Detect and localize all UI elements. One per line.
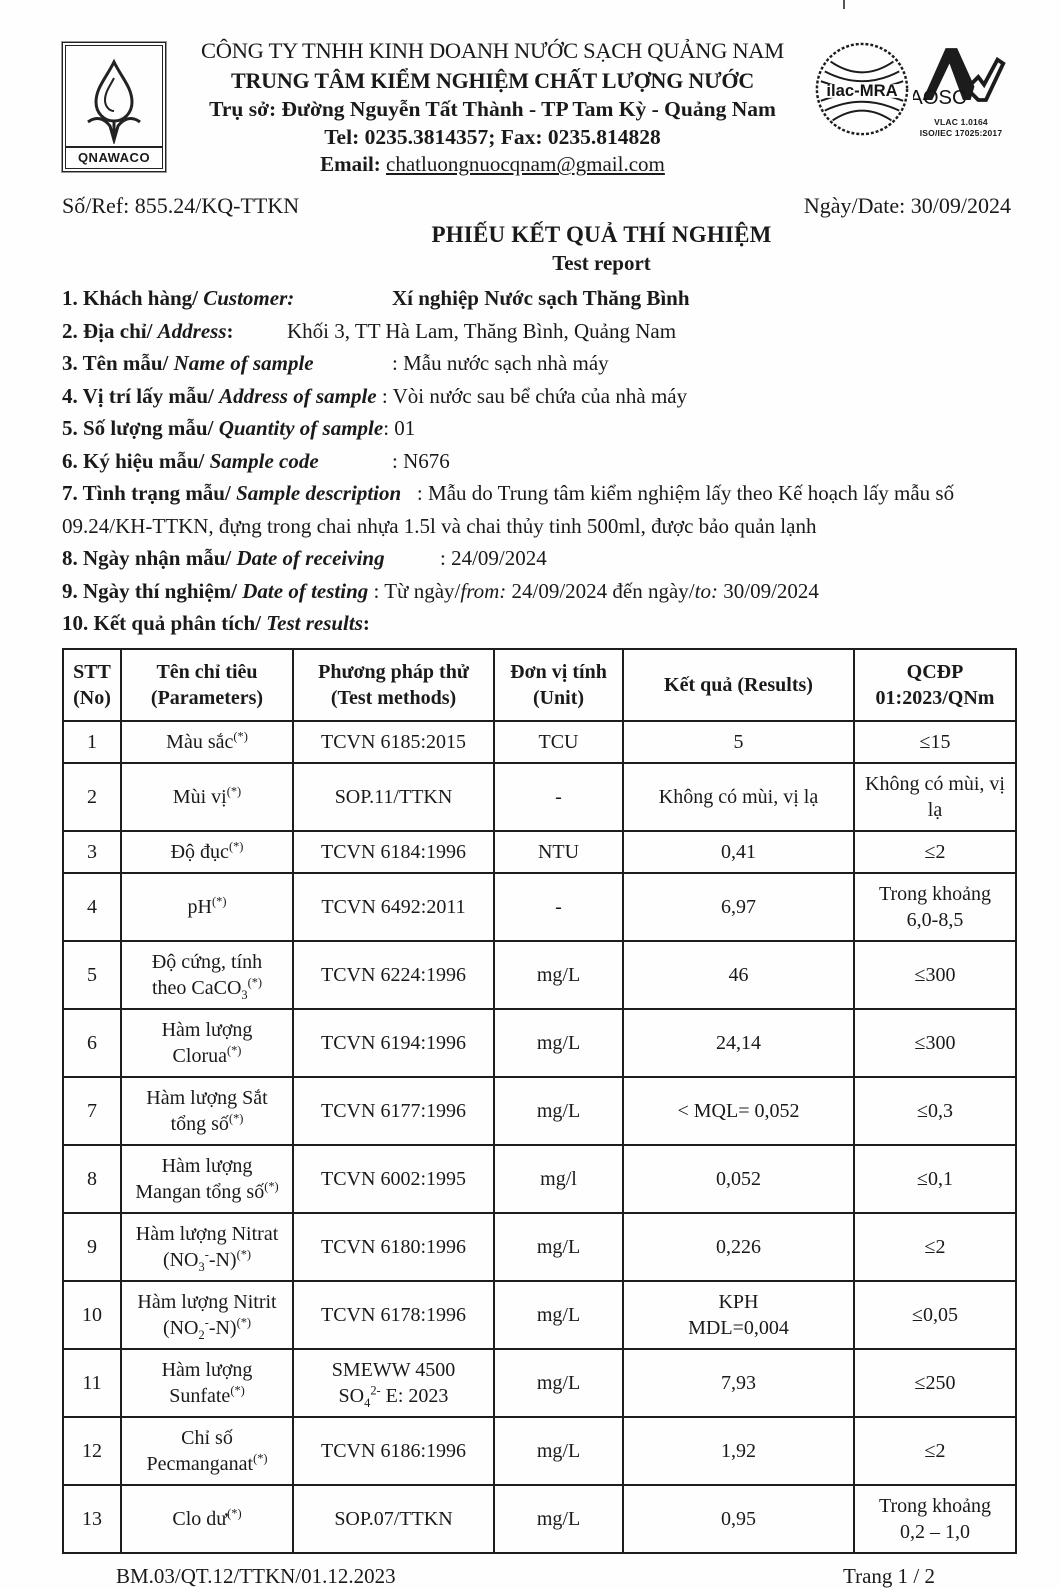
info-date-receiving: 8. Ngày nhận mẫu/ Date of receiving : 24/09/2024 xyxy=(62,546,547,571)
customer-label-en: Customer: xyxy=(203,286,295,311)
address-label-vi: 2. Địa chỉ/ xyxy=(62,318,158,343)
cell-no: 13 xyxy=(63,1485,121,1553)
test-results-label-vi: 10. Kết quả phân tích/ xyxy=(62,611,267,636)
sample-name-label-en: Name of sample xyxy=(173,351,314,376)
cell-parameter: Màu sắc(*) xyxy=(121,721,293,763)
cell-method: TCVN 6194:1996 xyxy=(293,1009,494,1077)
info-sample-code: 6. Ký hiệu mẫu/ Sample code : N676 xyxy=(62,448,450,473)
accreditation-logos xyxy=(813,34,1011,147)
report-title-vi: PHIẾU KẾT QUẢ THÍ NGHIỆM xyxy=(431,222,772,248)
ilac-mra-icon xyxy=(813,40,911,142)
sample-code-value: N676 xyxy=(403,448,450,473)
cell-result: 7,93 xyxy=(623,1349,854,1417)
cell-unit: mg/L xyxy=(494,1281,623,1349)
cell-limit: Trong khoảng 6,0-8,5 xyxy=(854,873,1016,941)
cell-limit: ≤300 xyxy=(854,941,1016,1009)
table-row xyxy=(63,721,1016,763)
table-row xyxy=(63,763,1016,831)
cell-result: 0,226 xyxy=(623,1213,854,1281)
cell-result: < MQL= 0,052 xyxy=(623,1077,854,1145)
cell-no: 2 xyxy=(63,763,121,831)
results-table xyxy=(62,648,1017,1554)
cell-limit: ≤300 xyxy=(854,1009,1016,1077)
iso-standard: ISO/IEC 17025:2017 xyxy=(919,127,1003,138)
info-address xyxy=(62,315,1011,348)
qnawaco-logo-caption: QNAWACO xyxy=(66,146,162,168)
header-cell-method: Phương pháp thử (Test methods) xyxy=(293,649,494,721)
table-row xyxy=(63,1417,1016,1485)
aosc-icon xyxy=(913,40,1009,112)
cell-limit: Trong khoảng 0,2 – 1,0 xyxy=(854,1485,1016,1553)
cell-limit: ≤2 xyxy=(854,831,1016,873)
results-table-body xyxy=(63,721,1016,1553)
company-header-block xyxy=(166,34,813,179)
sample-name-value: Mẫu nước sạch nhà máy xyxy=(403,351,609,376)
center-name: TRUNG TÂM KIỂM NGHIỆM CHẤT LƯỢNG NƯỚC xyxy=(230,67,755,93)
cell-method: TCVN 6224:1996 xyxy=(293,941,494,1009)
info-test-results-heading xyxy=(62,607,1011,640)
results-table-header-row xyxy=(63,649,1016,721)
page-footer xyxy=(62,1564,1011,1589)
cell-parameter: Chỉ số Pecmanganat(*) xyxy=(121,1417,293,1485)
cell-parameter: Độ cứng, tính theo CaCO$_3$(*) xyxy=(121,941,293,1009)
page-number: Trang 1 / 2 xyxy=(843,1563,935,1588)
cell-no: 4 xyxy=(63,873,121,941)
test-results-label-en: Test results xyxy=(266,611,363,636)
address-label-en: Address xyxy=(157,318,227,343)
sample-code-label-vi: 6. Ký hiệu mẫu/ xyxy=(62,448,210,473)
date-testing-label-vi: 9. Ngày thí nghiệm/ xyxy=(62,578,243,603)
date-testing-label-en: Date of testing xyxy=(242,578,369,603)
cell-unit: mg/L xyxy=(494,1009,623,1077)
sample-quantity-label-vi: 5. Số lượng mẫu/ xyxy=(62,416,219,441)
cell-parameter: Mùi vị(*) xyxy=(121,763,293,831)
date-testing-value: Từ ngày/from: 24/09/2024 đến ngày/to: 30/09/2024 xyxy=(384,578,819,603)
info-date-testing: 9. Ngày thí nghiệm/ Date of testing : Từ ngày/from: 24/09/2024 đến ngày/to: 30/09/2024 xyxy=(62,578,819,603)
aosc-logo xyxy=(913,40,1009,138)
cell-parameter: pH(*) xyxy=(121,873,293,941)
table-row xyxy=(63,1009,1016,1077)
cell-parameter: Hàm lượng Mangan tổng số(*) xyxy=(121,1145,293,1213)
info-customer xyxy=(62,282,1011,315)
cell-result: KPH MDL=0,004 xyxy=(623,1281,854,1349)
table-row xyxy=(63,1485,1016,1553)
cell-result: 0,41 xyxy=(623,831,854,873)
tel-fax-line: Tel: 0235.3814357; Fax: 0235.814828 xyxy=(324,125,661,150)
cell-result: Không có mùi, vị lạ xyxy=(623,763,854,831)
customer-label-vi: 1. Khách hàng/ xyxy=(62,286,204,311)
email-label: Email: xyxy=(320,152,381,177)
cell-no: 10 xyxy=(63,1281,121,1349)
report-title-en: Test report xyxy=(552,250,651,275)
table-row xyxy=(63,1281,1016,1349)
cell-limit: ≤2 xyxy=(854,1417,1016,1485)
cell-parameter: Hàm lượng Clorua(*) xyxy=(121,1009,293,1077)
cell-method: SMEWW 4500 $SO_4^{2-}$ E: 2023 xyxy=(293,1349,494,1417)
cell-method: TCVN 6180:1996 xyxy=(293,1213,494,1281)
address-line: Trụ sở: Đường Nguyễn Tất Thành - TP Tam Kỳ - Quảng Nam xyxy=(209,96,776,121)
sample-location-label-en: Address of sample xyxy=(219,383,377,408)
sample-quantity-value: 01 xyxy=(394,416,416,441)
sample-location-value: Vòi nước sau bể chứa của nhà máy xyxy=(392,383,688,408)
cell-no: 11 xyxy=(63,1349,121,1417)
cell-unit: mg/L xyxy=(494,1485,623,1553)
header-cell-unit: Đơn vị tính (Unit) xyxy=(494,649,623,721)
cell-unit: mg/L xyxy=(494,1077,623,1145)
vlac-code: VLAC 1.0164 xyxy=(934,117,988,127)
ilac-mra-logo xyxy=(813,40,911,147)
cell-no: 1 xyxy=(63,721,121,763)
cell-no: 12 xyxy=(63,1417,121,1485)
header-cell-limit: QCĐP 01:2023/QNm xyxy=(854,649,1016,721)
cell-unit: NTU xyxy=(494,831,623,873)
table-row xyxy=(63,873,1016,941)
sample-code-label-en: Sample code xyxy=(209,448,319,473)
test-results-sep: : xyxy=(362,611,370,636)
date-receiving-label-vi: 8. Ngày nhận mẫu/ xyxy=(62,546,237,571)
email-line xyxy=(176,151,809,179)
company-name: CÔNG TY TNHH KINH DOANH NƯỚC SẠCH QUẢNG NAM xyxy=(201,38,784,63)
cell-unit: mg/L xyxy=(494,1349,623,1417)
cell-result: 0,052 xyxy=(623,1145,854,1213)
table-row xyxy=(63,1145,1016,1213)
cell-limit: ≤15 xyxy=(854,721,1016,763)
cell-result: 0,95 xyxy=(623,1485,854,1553)
ref-number: Số/Ref: 855.24/KQ-TTKN xyxy=(62,193,300,219)
water-drop-hands-icon xyxy=(78,56,150,144)
cell-limit: ≤0,05 xyxy=(854,1281,1016,1349)
cell-parameter: Hàm lượng Nitrit $(NO_2^--N)^{(*)}$ xyxy=(121,1281,293,1349)
cell-limit: ≤250 xyxy=(854,1349,1016,1417)
table-row xyxy=(63,1213,1016,1281)
table-row xyxy=(63,831,1016,873)
cell-result: 6,97 xyxy=(623,873,854,941)
cell-unit: mg/l xyxy=(494,1145,623,1213)
info-sample-name: 3. Tên mẫu/ Name of sample : Mẫu nước sạch nhà máy xyxy=(62,351,609,376)
sample-name-label-vi: 3. Tên mẫu/ xyxy=(62,351,174,376)
report-title-block xyxy=(192,221,1011,276)
table-row xyxy=(63,1077,1016,1145)
cell-unit: - xyxy=(494,873,623,941)
document-date: Ngày/Date: 30/09/2024 xyxy=(803,193,1011,219)
cell-no: 8 xyxy=(63,1145,121,1213)
sample-description-label-en: Sample description xyxy=(236,481,402,506)
cell-parameter: Hàm lượng Sắt tổng số(*) xyxy=(121,1077,293,1145)
cell-limit: ≤0,1 xyxy=(854,1145,1016,1213)
cell-method: TCVN 6186:1996 xyxy=(293,1417,494,1485)
cell-unit: mg/L xyxy=(494,1213,623,1281)
cell-method: TCVN 6177:1996 xyxy=(293,1077,494,1145)
form-code: BM.03/QT.12/TTKN/01.12.2023 xyxy=(116,1563,396,1588)
cell-no: 5 xyxy=(63,941,121,1009)
aosc-text: AOSC xyxy=(913,86,967,109)
cell-method: TCVN 6185:2015 xyxy=(293,721,494,763)
cell-method: SOP.07/TTKN xyxy=(293,1485,494,1553)
cell-result: 1,92 xyxy=(623,1417,854,1485)
sample-quantity-label-en: Quantity of sample xyxy=(218,416,384,441)
cell-no: 3 xyxy=(63,831,121,873)
letterhead xyxy=(62,34,1011,179)
cell-unit: - xyxy=(494,763,623,831)
cell-result: 24,14 xyxy=(623,1009,854,1077)
address-sep: : xyxy=(226,318,234,343)
cell-unit: mg/L xyxy=(494,1417,623,1485)
header-cell-result: Kết quả (Results) xyxy=(623,649,854,721)
cell-method: SOP.11/TTKN xyxy=(293,763,494,831)
date-receiving-value: 24/09/2024 xyxy=(451,546,547,571)
cell-result: 46 xyxy=(623,941,854,1009)
header-cell-parameter: Tên chỉ tiêu (Parameters) xyxy=(121,649,293,721)
qnawaco-logo xyxy=(62,42,166,172)
email-address[interactable]: chatluongnuocqnam@gmail.com xyxy=(386,152,665,177)
cell-unit: mg/L xyxy=(494,941,623,1009)
table-row xyxy=(63,1349,1016,1417)
document-meta xyxy=(62,193,1011,219)
table-row xyxy=(63,941,1016,1009)
cell-method: TCVN 6002:1995 xyxy=(293,1145,494,1213)
cell-method: TCVN 6178:1996 xyxy=(293,1281,494,1349)
date-receiving-label-en: Date of receiving xyxy=(236,546,385,571)
customer-value: Xí nghiệp Nước sạch Thăng Bình xyxy=(392,286,690,311)
info-sample-location: 4. Vị trí lấy mẫu/ Address of sample : Vòi nước sau bể chứa của nhà máy xyxy=(62,383,688,408)
cell-limit: ≤0,3 xyxy=(854,1077,1016,1145)
header-cell-no: STT (No) xyxy=(63,649,121,721)
cell-parameter: Clo dư(*) xyxy=(121,1485,293,1553)
cell-parameter: Hàm lượng Nitrat $(NO_3^--N)^{(*)}$ xyxy=(121,1213,293,1281)
cell-parameter: Độ đục(*) xyxy=(121,831,293,873)
cell-no: 9 xyxy=(63,1213,121,1281)
sample-location-label-vi: 4. Vị trí lấy mẫu/ xyxy=(62,383,220,408)
cell-result: 5 xyxy=(623,721,854,763)
ilac-mra-text: ilac-MRA xyxy=(826,80,898,100)
sample-description-value: Mẫu do Trung tâm kiểm nghiệm lấy theo Kế hoạch lấy mẫu số 09.24/KH-TTKN, đựng trong chai nhựa 1.5l và chai thủy tinh 500ml, được bảo quản lạnh xyxy=(62,481,955,538)
info-sample-description: 7. Tình trạng mẫu/ Sample description : Mẫu do Trung tâm kiểm nghiệm lấy theo Kế hoạch lấy mẫu số 09.24/KH-TTKN, đựng trong chai nhựa 1.5l và chai thủy tinh 500ml, được bảo quản lạnh xyxy=(62,481,955,538)
cell-limit: Không có mùi, vị lạ xyxy=(854,763,1016,831)
cell-unit: TCU xyxy=(494,721,623,763)
sample-description-label-vi: 7. Tình trạng mẫu/ xyxy=(62,481,237,506)
cell-no: 7 xyxy=(63,1077,121,1145)
cell-method: TCVN 6492:2011 xyxy=(293,873,494,941)
address-value: Khối 3, TT Hà Lam, Thăng Bình, Quảng Nam xyxy=(287,318,677,343)
cell-parameter: Hàm lượng Sunfate(*) xyxy=(121,1349,293,1417)
cell-method: TCVN 6184:1996 xyxy=(293,831,494,873)
cell-limit: ≤2 xyxy=(854,1213,1016,1281)
cell-no: 6 xyxy=(63,1009,121,1077)
info-sample-quantity: 5. Số lượng mẫu/ Quantity of sample: 01 xyxy=(62,416,416,441)
sample-info-list xyxy=(62,282,1011,640)
